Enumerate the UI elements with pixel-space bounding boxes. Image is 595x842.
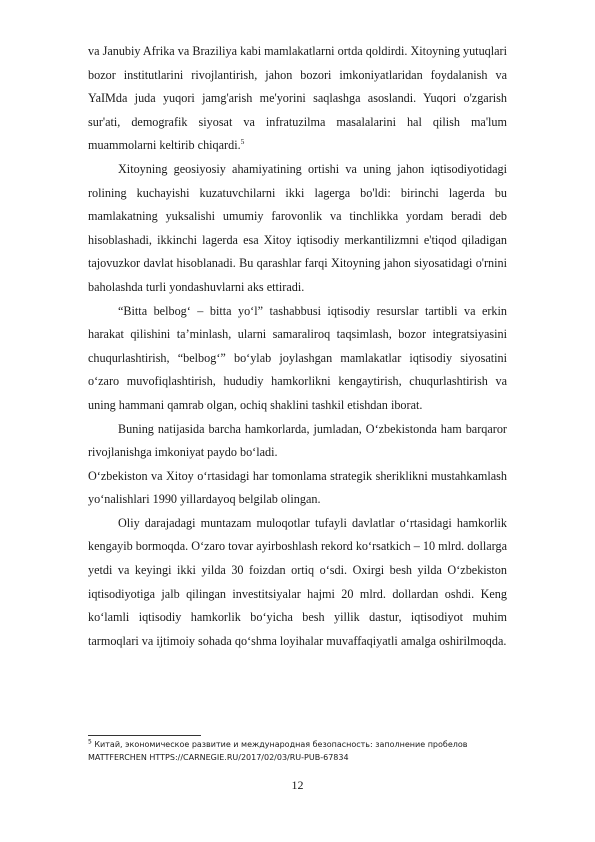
footnote-reference[interactable]: 5 (240, 137, 245, 147)
footnote (88, 738, 518, 764)
paragraph-4: Buning natijasida barcha hamkorlarda, jumladan, O‘zbekistonda ham barqaror rivojlanishga imkoniyat paydo bo‘ladi. (88, 421, 507, 460)
paragraph-3: “Bitta belbog‘ – bitta yo‘l” tashabbusi iqtisodiy resurslar tartibli va erkin harakat qilishini ta’minlash, ularni samaraliroq taqsimlash, bozor integratsiyasini chuqurlashtirish, “belbog‘” bo‘ylab joylashgan mamlakatlar iqtisodiy siyosatini o‘zaro muvofiqlashtirish, hududiy hamkorlikni kengaytirish, chuqurlashtirish va uning hammani qamrab olgan, ochiq shaklini tashkil etishdan iborat. (88, 303, 507, 412)
page-number: 12 (291, 778, 304, 792)
footnote-number: 5 (88, 738, 92, 746)
paragraph-5: O‘zbekiston va Xitoy o‘rtasidagi har tomonlama strategik sheriklikni mustahkamlash yo‘nalishlari 1990 yillardayoq belgilab olingan. (88, 468, 507, 507)
paragraph-2: Xitoyning geosiyosiy ahamiyatining ortishi va uning jahon iqtisodiyotidagi rolining kuchayishi kuzatuvchilarni ikki lagerga bo'ldi: birinchi lagerda bu mamlakatning yuksalishi umumiy farovonlik va tinchlikka yordam beradi deb hisoblashadi, ikkinchi lagerda esa Xitoy iqtisodiy merkantilizmni e'tiqod qiladigan tajovuzkor davlat hisoblanadi. Bu qarashlar farqi Xitoyning jahon siyosatidagi o'rnini baholashda turli yondashuvlarni aks ettiradi. (88, 161, 507, 294)
paragraph-1 (88, 40, 507, 158)
footnote-line-1 (88, 738, 518, 751)
footnote-line-2[interactable]: MATTFERCHEN HTTPS://CARNEGIE.RU/2017/02/03/RU-PUB-67834 (88, 753, 349, 762)
footnote-source-title: Китай, экономическое развитие и международная безопасность: заполнение пробелов (94, 740, 468, 749)
paragraph-6: Oliy darajadagi muntazam muloqotlar tufayli davlatlar o‘rtasidagi hamkorlik kengayib bormoqda. O‘zaro tovar ayirboshlash rekord ko‘rsatkich – 10 mlrd. dollarga yetdi va keyingi ikki yilda 30 foizdan ortiq o‘sdi. Oxirgi besh yilda O‘zbekiston iqtisodiyotiga jalb qilingan investitsiyalar hajmi 20 mlrd. dollardan oshdi. Keng ko‘lamli iqtisodiy hamkorlik bo‘yicha besh yillik dastur, iqtisodiyot muhim tarmoqlari va ijtimoiy sohada qo‘shma loyihalar muvaffaqiyatli amalga oshirilmoqda. (88, 515, 507, 648)
document-body (88, 40, 507, 653)
paragraph-1-text: va Janubiy Afrika va Braziliya kabi mamlakatlarni ortda qoldirdi. Xitoyning yutuqlari bozor institutlarini rivojlantirish, jahon bozori imkoniyatlaridan foydalanish va YaIMda juda yuqori jamg'arish me'yorini saqlashga asoslandi. Yuqori o'zgarish sur'ati, demografik siyosat va infratuzilma masalalarini hal qilish ma'lum muammolarni keltirib chiqardi. (88, 44, 507, 153)
footnote-separator (88, 735, 201, 736)
